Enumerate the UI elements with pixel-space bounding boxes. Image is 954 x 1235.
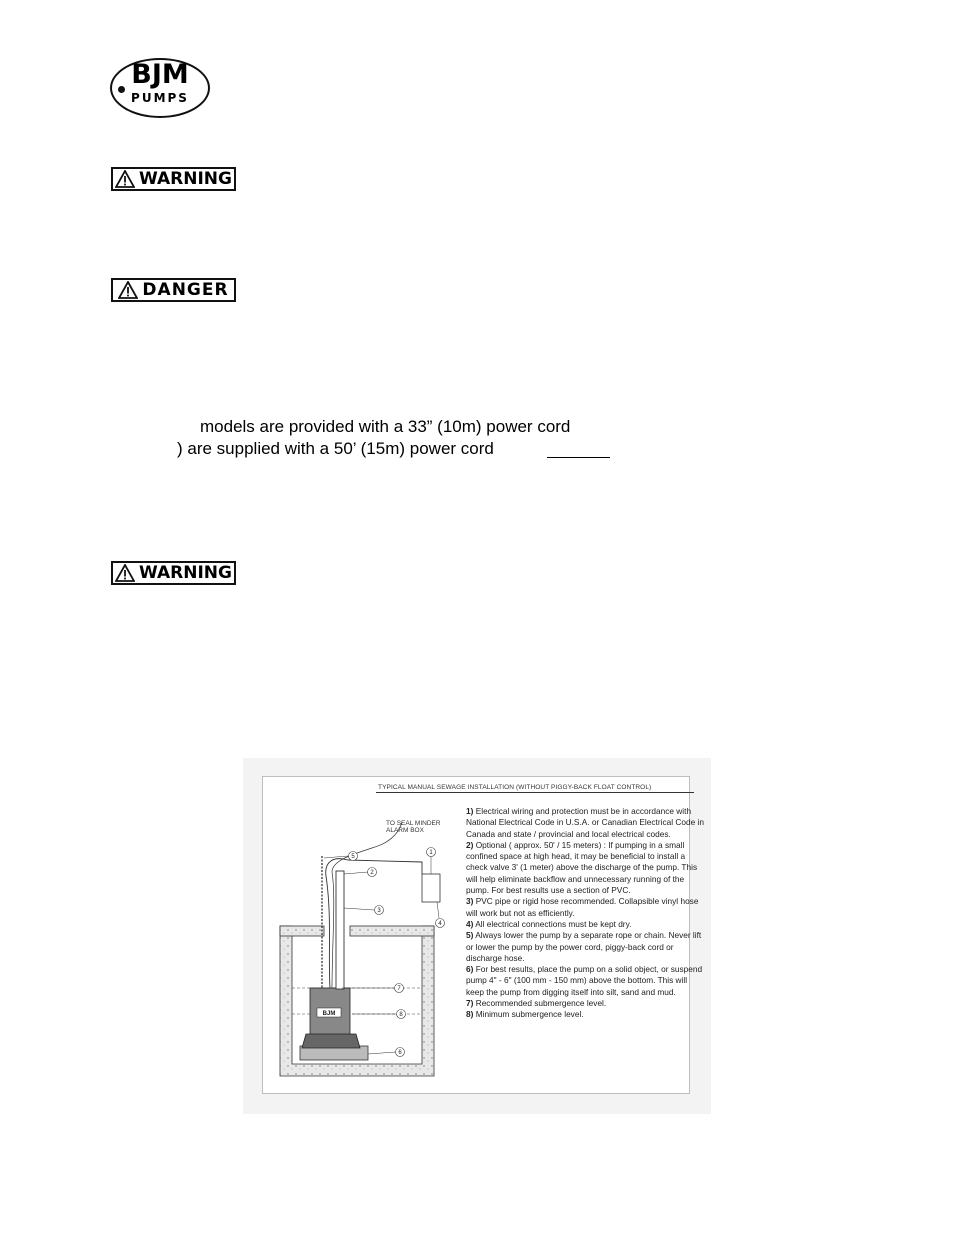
warning-triangle-icon bbox=[115, 564, 135, 582]
callout-number: 1 bbox=[429, 850, 433, 856]
installation-notes bbox=[466, 806, 706, 1021]
figure-title: TYPICAL MANUAL SEWAGE INSTALLATION (WITHOUT PIGGY-BACK FLOAT CONTROL) bbox=[378, 784, 652, 791]
logo-text-top: BJM bbox=[131, 59, 189, 90]
callout-number: 2 bbox=[370, 870, 374, 876]
note-text: For best results, place the pump on a solid object, or suspend pump 4" - 6" (100 mm - 150 mm) above the bottom. This will keep the pump from digging itself into silt, sand and mud. bbox=[466, 964, 703, 997]
note-number: 1) bbox=[466, 806, 474, 816]
warning-label-1 bbox=[111, 167, 236, 191]
sump-cover-right bbox=[350, 926, 434, 936]
note-text: All electrical connections must be kept dry. bbox=[473, 918, 632, 929]
note-item bbox=[466, 930, 706, 964]
warning-label-text: WARNING bbox=[139, 169, 232, 189]
note-text: Recommended submergence level. bbox=[473, 998, 607, 1009]
note-item bbox=[466, 896, 706, 919]
note-number: 5) bbox=[466, 930, 474, 941]
note-item bbox=[466, 1009, 706, 1020]
power-cord-line-1: models are provided with a 33” (10m) power cord bbox=[200, 417, 571, 436]
note-number: 8) bbox=[466, 1009, 474, 1020]
warning-triangle-icon bbox=[115, 170, 135, 188]
callout-number: 7 bbox=[397, 986, 401, 992]
note-text: Optional ( approx. 50' / 15 meters) : If pumping in a small confined space at high head, it may be beneficial to install a check valve 3' (1 meter) above the discharge of the pump. This will help eliminate backflow and unnecessary running of the pump. For best results use a section of PVC. bbox=[466, 839, 698, 896]
discharge-pipe bbox=[336, 871, 344, 989]
note-number: 6) bbox=[466, 964, 474, 975]
note-item bbox=[466, 964, 706, 998]
seal-minder-label: TO SEAL MINDER ALARM BOX bbox=[386, 820, 441, 834]
bjm-pumps-logo bbox=[110, 58, 210, 118]
note-item bbox=[466, 919, 706, 930]
power-cord-line-2: ) are supplied with a 50’ (15m) power cord bbox=[177, 439, 494, 458]
callout-number: 3 bbox=[377, 908, 381, 914]
callout-number: 6 bbox=[398, 1050, 402, 1056]
note-text: Minimum submergence level. bbox=[473, 1009, 584, 1020]
danger-triangle-icon bbox=[118, 281, 138, 299]
warning-label-2 bbox=[111, 561, 236, 585]
danger-label bbox=[111, 278, 236, 302]
warning-label-text: WARNING bbox=[139, 563, 232, 583]
danger-label-text: DANGER bbox=[142, 280, 229, 300]
note-number: 4) bbox=[466, 918, 474, 929]
note-number: 2) bbox=[466, 839, 474, 850]
note-number: 7) bbox=[466, 998, 474, 1009]
note-text: Always lower the pump by a separate rope or chain. Never lift or lower the pump by the power cord, piggy-back cord or discharge hose. bbox=[466, 930, 702, 963]
note-text: PVC pipe or rigid hose recommended. Collapsible vinyl hose will work but not as efficiently. bbox=[466, 896, 699, 918]
underline-blank bbox=[547, 457, 610, 458]
logo-text-bottom: PUMPS bbox=[131, 91, 189, 105]
note-text: Electrical wiring and protection must be in accordance with National Electrical Code in U.S.A. or Canadian Electrical Code in Canada and state / provincial and local electrical codes. bbox=[466, 806, 704, 839]
pump-volute bbox=[302, 1034, 360, 1048]
note-item bbox=[466, 840, 706, 896]
control-box bbox=[422, 874, 440, 902]
callout-number: 4 bbox=[438, 921, 442, 927]
pump-badge-text: BJM bbox=[322, 1011, 336, 1017]
callout-number: 8 bbox=[399, 1012, 403, 1018]
note-item bbox=[466, 998, 706, 1009]
note-item bbox=[466, 806, 706, 840]
callout-number: 5 bbox=[351, 854, 355, 860]
sump-cover-left bbox=[280, 926, 324, 936]
note-number: 3) bbox=[466, 896, 474, 907]
